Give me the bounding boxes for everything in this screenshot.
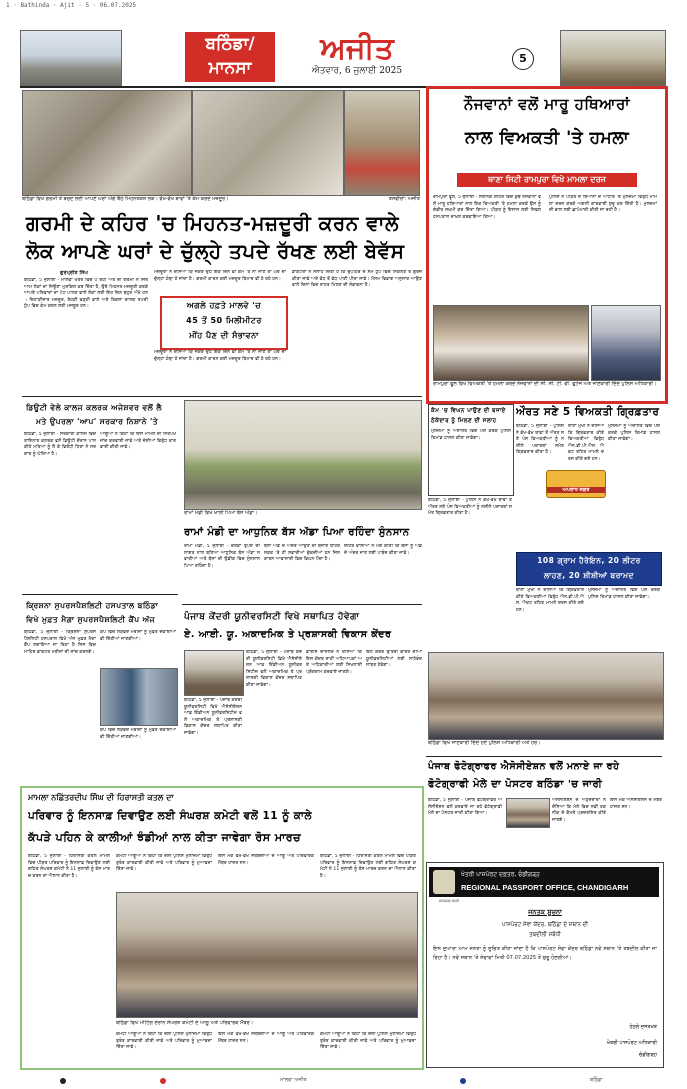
- kicker-column-2: ਆਗੂਆਂ ਨੇ ਕਿਹਾ ਕਿ ਇਸ ਮਾਮਲੇ ਦੀ ਨਿਰਪੱਖ ਜਾਂਚ ਕਰਵਾਈ ਜਾਵੇ ਅਤੇ ਦੋਸ਼ੀਆਂ ਵਿਰੁੱਧ ਕਾਰਵਾਈ ਕੀਤੀ ਜਾਵੇ।: [100, 432, 176, 451]
- divider-photo-assoc: [426, 756, 662, 757]
- arrest-column-2b: ਥਾਣਾ ਮੁਖੀ ਨੇ ਦੱਸਿਆ ਕਿ ਗ੍ਰਿਫ਼ਤਾਰ ਕੀਤੇ ਵਿਅਕਤੀਆਂ ਵਿਰੁੱਧ ਐਨ.ਡੀ.ਪੀ.ਐਸ. ਐਕਟ ਤਹਿਤ ਮਾਮਲੇ ਦਰਜ ਕੀਤੇ ਗਏ ਹਨ।: [516, 588, 584, 613]
- registration-mark-icon: [160, 1078, 166, 1084]
- university-photo: [184, 650, 244, 696]
- notice-emblem-motto: ਸਤਯਮੇਵ ਜਯਤੇ: [439, 899, 459, 903]
- lead-headline-1: ਗਰਮੀ ਦੇ ਕਹਿਰ 'ਚ ਮਿਹਨਤ-ਮਜ਼ਦੂਰੀ ਕਰਨ ਵਾਲੇ: [26, 211, 400, 235]
- photo-assoc-column-1: ਬਠਿੰਡਾ, 5 ਜੁਲਾਈ - ਪੰਜਾਬ ਫੋਟੋਗ੍ਰਾਫਰ ਐਸੋਸੀਏਸ਼ਨ ਵਲੋਂ ਕਰਵਾਏ ਜਾ ਰਹੇ ਫੋਟੋਗ੍ਰਾਫੀ ਮੇਲੇ ਦਾ ਪੋਸਟਰ ਜਾਰੀ ਕੀਤਾ ਗਿਆ।: [428, 798, 502, 817]
- paper-logo: [277, 32, 437, 82]
- protest-column-3: ਇਸ ਮੌਕੇ ਵੱਖ-ਵੱਖ ਜਥੇਬੰਦੀਆਂ ਦੇ ਆਗੂ ਅਤੇ ਪਰਿਵਾਰਕ ਮੈਂਬਰ ਹਾਜ਼ਰ ਸਨ।: [218, 854, 314, 866]
- lead-column-2: ਮਜ਼ਦੂਰਾਂ ਨੇ ਦੱਸਿਆ ਕਿ ਜੇਕਰ ਉਹ ਇਕ ਦਿਨ ਵੀ ਕੰਮ 'ਤੇ ਨਾ ਜਾਣ ਤਾਂ ਘਰ ਦਾ ਚੁੱਲ੍ਹਾ ਠੰਢਾ ਹੋ ਜਾਂਦਾ ਹੈ। ਗਰਮੀ ਕਾਰਨ ਕਈ ਮਜ਼ਦੂਰ ਬਿਮਾਰ ਵੀ ਹੋ ਰਹੇ ਹਨ।: [154, 270, 286, 282]
- protest-column-1: ਬਠਿੰਡਾ, 5 ਜੁਲਾਈ - ਹਿਰਾਸਤੀ ਕਤਲ ਮਾਮਲੇ ਵਿਚ ਪੀੜਤ ਪਰਿਵਾਰ ਨੂੰ ਇਨਸਾਫ਼ ਦਿਵਾਉਣ ਲਈ ਗਠਿਤ ਸੰਘਰਸ਼ ਕਮੇਟੀ ਨੇ 11 ਜੁਲਾਈ ਨੂੰ ਰੋਸ ਮਾਰਚ ਕਰਨ ਦਾ ਐਲਾਨ ਕੀਤਾ ਹੈ।: [28, 854, 110, 879]
- protest-caption: ਬਠਿੰਡਾ ਵਿਖੇ ਮੀਟਿੰਗ ਦੌਰਾਨ ਸੰਘਰਸ਼ ਕਮੇਟੀ ਦੇ ਆਗੂ ਅਤੇ ਪਰਿਵਾਰਕ ਮੈਂਬਰ।: [116, 1020, 254, 1026]
- brief-title-1: ਕੰਮ 'ਚ ਵਿਘਨ ਪਾਉਣ ਦੀ ਬਜਾਏ: [431, 408, 506, 414]
- bus-stand-photo: [184, 400, 422, 510]
- registration-mark-icon: [60, 1078, 66, 1084]
- hospital-headline-1: ਕ੍ਰਿਸ਼ਨਾ ਸੁਪਰਸਪੈਸ਼ਲਿਟੀ ਹਸਪਤਾਲ ਬਠਿੰਡਾ: [26, 601, 159, 610]
- photo-heat-1: [22, 90, 192, 196]
- divider-lead: [22, 396, 422, 397]
- protest-box: [20, 786, 424, 1070]
- arrest-column-3: ਮੁਲਜ਼ਮਾਂ ਨੂੰ ਅਦਾਲਤ ਵਿਚ ਪੇਸ਼ ਕਰਕੇ ਪੁਲਿਸ ਰਿਮਾਂਡ ਹਾਸਲ ਕੀਤਾ ਜਾਵੇਗਾ।: [608, 424, 660, 443]
- hospital-photo: [100, 668, 178, 726]
- kicker-headline-2: ਮਤੇ ਉਪਰਲਾ 'ਆਪ' ਸਰਕਾਰ ਨਿਸ਼ਾਨੇ 'ਤੇ: [36, 417, 159, 426]
- university-column-1b: ਬਠਿੰਡਾ, 5 ਜੁਲਾਈ - ਪੰਜਾਬ ਕੇਂਦਰੀ ਯੂਨੀਵਰਸਿਟੀ ਵਿਖੇ ਐਸੋਸੀਏਸ਼ਨ ਆਫ਼ ਇੰਡੀਅਨ ਯੂਨੀਵਰਸਿਟੀਜ਼ ਵਲੋਂ ਅਕਾਦਮਿਕ ਤੇ ਪ੍ਰਸ਼ਾਸਕੀ ਵਿਕਾਸ ਕੇਂਦਰ ਸਥਾਪਿਤ ਕੀਤਾ ਜਾਵੇਗਾ।: [184, 698, 242, 736]
- pull-quote-line-3: ਮੀਂਹ ਪੈਣ ਦੀ ਸੰਭਾਵਨਾ: [189, 331, 259, 340]
- bus-stand-column-1: ਰਾਮਾਂ ਮੰਡੀ, 5 ਜੁਲਾਈ - ਕਰੋੜਾਂ ਰੁਪਏ ਦੀ ਲਾਗਤ ਨਾਲ ਬਣਿਆ ਆਧੁਨਿਕ ਬੱਸ ਅੱਡਾ ਸਵਾਰੀਆਂ ਅਤੇ ਬੱਸਾਂ ਦੀ ਉਡੀਕ ਵਿਚ ਸੁੰਨਸਾਨ ਪਿਆ ਰਹਿੰਦਾ ਹੈ।: [184, 544, 260, 569]
- protest-column-3b: ਇਸ ਮੌਕੇ ਵੱਖ-ਵੱਖ ਜਥੇਬੰਦੀਆਂ ਦੇ ਆਗੂ ਅਤੇ ਪਰਿਵਾਰਕ ਮੈਂਬਰ ਹਾਜ਼ਰ ਸਨ।: [218, 1032, 314, 1044]
- photo-assoc-column-3: ਇਸ ਮੌਕੇ ਐਸੋਸੀਏਸ਼ਨ ਦੇ ਮੈਂਬਰ ਹਾਜ਼ਰ ਸਨ।: [610, 798, 662, 810]
- top-photos-caption: ਬਠਿੰਡਾ ਵਿਖੇ ਗਰਮੀ ਤੋਂ ਬਚਣ ਲਈ ਆਪਣੇ ਘਰਾਂ ਅੱਗੇ ਬੈਠੇ ਮਿਹਨਤਕਸ਼ ਲੋਕ। ਵੱਖ-ਵੱਖ ਥਾਵਾਂ 'ਤੇ ਕੰਮ ਕਰਦੇ ਮਜ਼ਦੂਰ।: [22, 196, 229, 202]
- photo-heat-2: [192, 90, 344, 196]
- lead-pull-quote: [160, 296, 288, 350]
- university-headline-1: ਪੰਜਾਬ ਕੇਂਦਰੀ ਯੂਨੀਵਰਸਿਟੀ ਵਿਖੇ ਸਥਾਪਿਤ ਹੋਵੇਗਾ: [184, 612, 360, 622]
- university-column-3: ਇਹ ਕੇਂਦਰ ਉੱਤਰੀ ਭਾਰਤ ਦੀਆਂ ਯੂਨੀਵਰਸਿਟੀਆਂ ਲਈ ਲਾਹੇਵੰਦ ਸਾਬਤ ਹੋਵੇਗਾ।: [366, 650, 422, 669]
- print-slug: 1 · Bathinda · Ajit · 5 · 06.07.2025: [6, 2, 137, 9]
- photo-assoc-photo: [506, 798, 550, 828]
- page-number: 5: [512, 48, 534, 70]
- attack-kicker: ਥਾਣਾ ਸਿਟੀ ਰਾਮਪੁਰਾ ਵਿਖੇ ਮਾਮਲਾ ਦਰਜ: [457, 173, 637, 187]
- protest-headline-2: ਕੱਪੜੇ ਪਹਿਨ ਕੇ ਕਾਲੀਆਂ ਝੰਡੀਆਂ ਨਾਲ ਕੀਤਾ ਜਾਵੇਗਾ ਰੋਸ ਮਾਰਚ: [28, 831, 302, 844]
- hospital-column-1: ਬਠਿੰਡਾ, 5 ਜੁਲਾਈ - ਕ੍ਰਿਸ਼ਨਾ ਸੁਪਰਸਪੈਸ਼ਲਿਟੀ ਹਸਪਤਾਲ ਵਿਖੇ ਅੱਜ ਮੁਫ਼ਤ ਮੈਗਾ ਕੈਂਪ ਲਗਾਇਆ ਜਾ ਰਿਹਾ ਹੈ ਜਿਸ ਵਿਚ ਮਾਹਿਰ ਡਾਕਟਰ ਮਰੀਜ਼ਾਂ ਦੀ ਜਾਂਚ ਕਰਨਗੇ।: [24, 630, 96, 655]
- arrest-column-3b: ਮੁਲਜ਼ਮਾਂ ਨੂੰ ਅਦਾਲਤ ਵਿਚ ਪੇਸ਼ ਕਰਕੇ ਪੁਲਿਸ ਰਿਮਾਂਡ ਹਾਸਲ ਕੀਤਾ ਜਾਵੇਗਾ।: [588, 588, 660, 600]
- brief-title-2: ਠੇਕੇਦਾਰ ਨੂੰ ਮਿਲਣ ਦੀ ਸਲਾਹ: [431, 418, 497, 424]
- bus-stand-column-2: ਬੱਸਾਂ ਅੱਡੇ ਦੇ ਅੰਦਰ ਆਉਣ ਦੀ ਬਜਾਏ ਬਾਹਰ ਸੜਕ 'ਤੇ ਹੀ ਸਵਾਰੀਆਂ ਚੁੱਕਦੀਆਂ ਹਨ ਜਿਸ ਕਾਰਨ ਆਵਾਜਾਈ ਵਿਚ ਵਿਘਨ ਪੈਂਦਾ ਹੈ।: [264, 544, 340, 563]
- hospital-headline-2: ਵਿਖੇ ਮੁਫ਼ਤ ਮੈਗਾ ਸੁਪਰਸਪੈਸ਼ਲਿਟੀ ਕੈਂਪ ਅੱਜ: [26, 615, 156, 624]
- notice-body: ਇਸ ਦੁਆਰਾ ਆਮ ਜਨਤਾ ਨੂੰ ਸੂਚਿਤ ਕੀਤਾ ਜਾਂਦਾ ਹੈ ਕਿ ਪਾਸਪੋਰਟ ਸੇਵਾ ਕੇਂਦਰ ਬਠਿੰਡਾ ਨਵੇਂ ਸਥਾਨ 'ਤੇ ਤਬਦੀਲ ਕੀਤਾ ਜਾ ਰਿਹਾ ਹੈ। ਨਵੇਂ ਸਥਾਨ 'ਤੇ ਸੇਵਾਵਾਂ ਮਿਤੀ 07.07.2025 ਤੋਂ ਸ਼ੁਰੂ ਹੋਣਗੀਆਂ।: [433, 946, 657, 961]
- notice-office-en: REGIONAL PASSPORT OFFICE, CHANDIGARH: [461, 883, 629, 892]
- notice-header-bar: [429, 867, 659, 897]
- photo-assoc-column-2: ਐਸੋਸੀਏਸ਼ਨ ਦੇ ਅਹੁਦੇਦਾਰਾਂ ਨੇ ਦੱਸਿਆ ਕਿ ਮੇਲੇ ਵਿਚ ਨਵੀਂ ਤਕਨੀਕ ਦੇ ਕੈਮਰੇ ਪ੍ਰਦਰਸ਼ਿਤ ਕੀਤੇ ਜਾਣਗੇ।: [552, 798, 606, 823]
- attack-caption: ਰਾਮਪੁਰਾ ਫੂਲ ਵਿਖੇ ਵਿਅਕਤੀ 'ਤੇ ਹਮਲਾ ਕਰਦੇ ਨੌਜਵਾਨਾਂ ਦੀ ਸੀ. ਸੀ. ਟੀ. ਵੀ. ਫੁਟੇਜ ਅਤੇ ਜਾਣਕਾਰੀ ਦਿੰਦੇ ਪੁਲਿਸ ਅਧਿਕਾਰੀ।: [433, 381, 657, 387]
- seizure-box: [516, 552, 662, 586]
- protest-column-2: ਕਮੇਟੀ ਆਗੂਆਂ ਨੇ ਕਿਹਾ ਕਿ ਦੋਸ਼ੀ ਪੁਲਿਸ ਮੁਲਾਜ਼ਮਾਂ ਵਿਰੁੱਧ ਤੁਰੰਤ ਕਾਰਵਾਈ ਕੀਤੀ ਜਾਵੇ ਅਤੇ ਪਰਿਵਾਰ ਨੂੰ ਮੁਆਵਜ਼ਾ ਦਿੱਤਾ ਜਾਵੇ।: [116, 854, 212, 873]
- bus-stand-column-3: ਸ਼ਹਿਰ ਵਾਸੀਆਂ ਨੇ ਮੰਗ ਕੀਤੀ ਕਿ ਬੱਸਾਂ ਨੂੰ ਅੱਡੇ ਦੇ ਅੰਦਰ ਜਾਣ ਲਈ ਪਾਬੰਦ ਕੀਤਾ ਜਾਵੇ।: [344, 544, 422, 556]
- pull-quote-line-1: ਅਗਲੇ ਹਫ਼ਤੇ ਮਾਲਵੇ 'ਚ: [186, 301, 262, 310]
- issue-date: ਐਤਵਾਰ, 6 ਜੁਲਾਈ 2025: [311, 66, 403, 76]
- protest-kicker: ਮਾਮਲਾ ਨਛਿੱਤਰਦੀਪ ਸਿੰਘ ਦੀ ਹਿਰਾਸਤੀ ਕਤਲ ਦਾ: [28, 793, 174, 802]
- pull-quote-line-2: 45 ਤੋਂ 50 ਮਿਲੀਮੀਟਰ: [186, 316, 262, 325]
- divider-hospital: [22, 594, 178, 595]
- notice-subtitle: ਜਨਤਕ ਸੂਚਨਾ: [528, 908, 562, 916]
- attack-column-1: ਰਾਮਪੁਰਾ ਫੂਲ, 5 ਜੁਲਾਈ - ਸਥਾਨਕ ਸ਼ਹਿਰ ਵਿਚ ਕੁਝ ਨੌਜਵਾਨਾਂ ਵਲੋਂ ਮਾਰੂ ਹਥਿਆਰਾਂ ਨਾਲ ਇਕ ਵਿਅਕਤੀ 'ਤੇ ਹਮਲਾ ਕਰਕੇ ਉਸ ਨੂੰ ਗੰਭੀਰ ਜ਼ਖ਼ਮੀ ਕਰ ਦਿੱਤਾ ਗਿਆ। ਪੀੜਤ ਨੂੰ ਇਲਾਜ ਲਈ ਸਿਵਲ ਹਸਪਤਾਲ ਦਾਖ਼ਲ ਕਰਵਾਇਆ ਗਿਆ।: [433, 195, 541, 220]
- photo-heat-3: [344, 90, 420, 196]
- logo-block: [185, 32, 475, 82]
- kicker-column-1: ਬਠਿੰਡਾ, 5 ਜੁਲਾਈ - ਸਰਕਾਰੀ ਕਾਲਜ ਵਿਚ ਤਾਇਨਾਤ ਕਲਰਕ ਵਲੋਂ ਡਿਊਟੀ ਦੌਰਾਨ ਪਾਸ ਕੀਤੇ ਮਤਿਆਂ ਨੂੰ ਲੈ ਕੇ ਵਿਰੋਧੀ ਧਿਰਾਂ ਨੇ ਸਰਕਾਰ ਨੂੰ ਘੇਰਿਆ ਹੈ।: [24, 432, 96, 457]
- university-column-2: ਵਾਈਸ ਚਾਂਸਲਰ ਨੇ ਦੱਸਿਆ ਕਿ ਇਸ ਕੇਂਦਰ ਰਾਹੀਂ ਅਧਿਆਪਕਾਂ ਅਤੇ ਅਧਿਕਾਰੀਆਂ ਲਈ ਸਿਖਲਾਈ ਪ੍ਰੋਗਰਾਮ ਕਰਵਾਏ ਜਾਣਗੇ।: [306, 650, 362, 675]
- kicker-headline-1: ਡਿਊਟੀ ਵੇਲੇ ਕਾਲਜ ਕਲਰਕ ਅਜੇਸ਼ਵਰ ਵਲੋਂ ਲੈ: [26, 403, 162, 412]
- bus-stand-caption: ਰਾਮਾਂ ਮੰਡੀ ਵਿਖੇ ਖ਼ਾਲੀ ਪਿਆ ਬੱਸ ਅੱਡਾ।: [184, 510, 258, 516]
- university-column-1: ਬਠਿੰਡਾ, 5 ਜੁਲਾਈ - ਪੰਜਾਬ ਕੇਂਦਰੀ ਯੂਨੀਵਰਸਿਟੀ ਵਿਖੇ ਐਸੋਸੀਏਸ਼ਨ ਆਫ਼ ਇੰਡੀਅਨ ਯੂਨੀਵਰਸਿਟੀਜ਼ ਵਲੋਂ ਅਕਾਦਮਿਕ ਤੇ ਪ੍ਰਸ਼ਾਸਕੀ ਵਿਕਾਸ ਕੇਂਦਰ ਸਥਾਪਿਤ ਕੀਤਾ ਜਾਵੇਗਾ।: [246, 650, 302, 688]
- notice-line-2: ਤਬਦੀਲੀ ਸਬੰਧੀ: [529, 932, 561, 938]
- arrest-headline: ਔਰਤ ਸਣੇ 5 ਵਿਅਕਤੀ ਗ੍ਰਿਫ਼ਤਾਰ: [516, 406, 660, 418]
- notice-line-1: ਪਾਸਪੋਰਟ ਸੇਵਾ ਕੇਂਦਰ, ਬਠਿੰਡਾ ਦੇ ਸਥਾਨ ਦੀ: [501, 922, 589, 928]
- paper-name: ਅਜੀਤ: [320, 31, 394, 66]
- photo-assoc-headline-2: ਫੋਟੋਗ੍ਰਾਫੀ ਮੇਲੇ ਦਾ ਪੋਸਟਰ ਬਠਿੰਡਾ 'ਚ ਜਾਰੀ: [428, 779, 603, 790]
- attack-photo-cctv: [433, 305, 589, 381]
- notice-sign-1: ਹੇਠਲੇ ਦਸਤਖ਼ਤ: [629, 1024, 657, 1030]
- masthead-right-photo: [560, 30, 666, 86]
- seizure-line-2: ਲਾਹਣ, 20 ਸ਼ੀਸ਼ੀਆਂ ਬਰਾਮਦ: [544, 571, 634, 580]
- attack-story-box: [426, 86, 668, 404]
- arrest-column-2: ਥਾਣਾ ਮੁਖੀ ਨੇ ਦੱਸਿਆ ਕਿ ਗ੍ਰਿਫ਼ਤਾਰ ਕੀਤੇ ਵਿਅਕਤੀਆਂ ਵਿਰੁੱਧ ਐਨ.ਡੀ.ਪੀ.ਐਸ. ਐਕਟ ਤਹਿਤ ਮਾਮਲੇ ਦਰਜ ਕੀਤੇ ਗਏ ਹਨ।: [568, 424, 604, 462]
- lead-column-1: ਬਠਿੰਡਾ, 5 ਜੁਲਾਈ - ਮਾਲਵਾ ਖੇਤਰ ਵਿਚ ਪੈ ਰਹੀ ਅੱਤ ਦੀ ਗਰਮੀ ਨੇ ਜਿਥੇ ਆਮ ਲੋਕਾਂ ਦਾ ਜਿਊਣਾ ਮੁਸ਼ਕਿਲ ਕਰ ਦਿੱਤਾ ਹੈ, ਉਥੇ ਮਿਹਨਤ-ਮਜ਼ਦੂਰੀ ਕਰਕੇ ਆਪਣੇ ਪਰਿਵਾਰਾਂ ਦਾ ਪੇਟ ਪਾਲਣ ਵਾਲੇ ਲੋਕਾਂ ਲਈ ਇਹ ਦਿਨ ਬਹੁਤ ਔਖੇ ਹਨ। ਦਿਹਾੜੀਦਾਰ ਮਜ਼ਦੂਰ, ਰੇਹੜੀ ਫੜ੍ਹੀ ਵਾਲੇ ਅਤੇ ਰਿਕਸ਼ਾ ਚਾਲਕ ਤਪਦੀ ਧੁੱਪ ਵਿਚ ਕੰਮ ਕਰਨ ਲਈ ਮਜਬੂਰ ਹਨ।: [24, 278, 148, 310]
- top-photos-credit: ਤਸਵੀਰਾਂ: ਅਜੀਤ: [388, 196, 420, 202]
- photo-assoc-headline-1: ਪੰਜਾਬ ਫੋਟੋਗ੍ਰਾਫਰ ਐਸੋਸੀਏਸ਼ਨ ਵਲੋਂ ਮਨਾਏ ਜਾ ਰਹੇ: [428, 761, 620, 772]
- protest-column-4: ਬਠਿੰਡਾ, 5 ਜੁਲਾਈ - ਹਿਰਾਸਤੀ ਕਤਲ ਮਾਮਲੇ ਵਿਚ ਪੀੜਤ ਪਰਿਵਾਰ ਨੂੰ ਇਨਸਾਫ਼ ਦਿਵਾਉਣ ਲਈ ਗਠਿਤ ਸੰਘਰਸ਼ ਕਮੇਟੀ ਨੇ 11 ਜੁਲਾਈ ਨੂੰ ਰੋਸ ਮਾਰਚ ਕਰਨ ਦਾ ਐਲਾਨ ਕੀਤਾ ਹੈ।: [320, 854, 416, 879]
- attack-photo-officer: [591, 305, 661, 381]
- footer-left: ਮਾਲਵਾ ਅਜੀਤ: [280, 1077, 307, 1083]
- edition-city: [185, 32, 275, 82]
- protest-column-2b: ਕਮੇਟੀ ਆਗੂਆਂ ਨੇ ਕਿਹਾ ਕਿ ਦੋਸ਼ੀ ਪੁਲਿਸ ਮੁਲਾਜ਼ਮਾਂ ਵਿਰੁੱਧ ਤੁਰੰਤ ਕਾਰਵਾਈ ਕੀਤੀ ਜਾਵੇ ਅਤੇ ਪਰਿਵਾਰ ਨੂੰ ਮੁਆਵਜ਼ਾ ਦਿੱਤਾ ਜਾਵੇ।: [116, 1032, 212, 1051]
- protest-photo: [116, 892, 418, 1018]
- brief-box: [428, 404, 514, 496]
- lead-column-3: ਡਾਕਟਰਾਂ ਨੇ ਸਲਾਹ ਦਿੱਤੀ ਹੈ ਕਿ ਦੁਪਹਿਰ ਦੇ ਸਮੇਂ ਧੁੱਪ ਵਿਚ ਨਿਕਲਣ ਤੋਂ ਗੁਰੇਜ਼ ਕੀਤਾ ਜਾਵੇ ਅਤੇ ਵੱਧ ਤੋਂ ਵੱਧ ਪਾਣੀ ਪੀਤਾ ਜਾਵੇ। ਮੌਸਮ ਵਿਭਾਗ ਅਨੁਸਾਰ ਆਉਣ ਵਾਲੇ ਦਿਨਾਂ ਵਿਚ ਰਾਹਤ ਮਿਲਣ ਦੀ ਸੰਭਾਵਨਾ ਹੈ।: [292, 270, 422, 289]
- masthead-left-photo: [20, 30, 122, 86]
- university-headline-2: ਏ. ਆਈ. ਯੂ. ਅਕਾਦਮਿਕ ਤੇ ਪ੍ਰਸ਼ਾਸਕੀ ਵਿਕਾਸ ਕੇਂਦਰ: [184, 629, 392, 640]
- footer-right: ਬਠਿੰਡਾ: [590, 1077, 603, 1083]
- edition-city-line-1: ਬਠਿੰਡਾ/: [205, 34, 255, 54]
- arrest-column-1: ਬਠਿੰਡਾ, 5 ਜੁਲਾਈ - ਪੁਲਿਸ ਨੇ ਵੱਖ-ਵੱਖ ਥਾਵਾਂ ਤੋਂ ਔਰਤ ਸਣੇ ਪੰਜ ਵਿਅਕਤੀਆਂ ਨੂੰ ਨਸ਼ੀਲੇ ਪਦਾਰਥਾਂ ਸਮੇਤ ਗ੍ਰਿਫ਼ਤਾਰ ਕੀਤਾ ਹੈ।: [516, 424, 564, 456]
- notice-sign-2: ਖੇਤਰੀ ਪਾਸਪੋਰਟ ਅਧਿਕਾਰੀ: [606, 1040, 657, 1046]
- attack-headline-1: ਨੌਜਵਾਨਾਂ ਵਲੋਂ ਮਾਰੂ ਹਥਿਆਰਾਂ: [463, 95, 631, 113]
- lead-headline-2: ਲੋਕ ਆਪਣੇ ਘਰਾਂ ਦੇ ਚੁੱਲ੍ਹੇ ਤਪਦੇ ਰੱਖਣ ਲਈ ਬੇਵੱਸ: [26, 239, 405, 263]
- crime-logo-text: ਅਪਰਾਧ ਜਗਤ: [547, 487, 605, 493]
- hospital-column-2b: ਕੈਂਪ ਵਿਚ ਲੋੜਵੰਦ ਮਰੀਜ਼ਾਂ ਨੂੰ ਮੁਫ਼ਤ ਦਵਾਈਆਂ ਵੀ ਦਿੱਤੀਆਂ ਜਾਣਗੀਆਂ।: [100, 728, 176, 740]
- bus-stand-headline: ਰਾਮਾਂ ਮੰਡੀ ਦਾ ਆਧੁਨਿਕ ਬੱਸ ਅੱਡਾ ਪਿਆ ਰਹਿੰਦਾ ਸੁੰਨਸਾਨ: [184, 527, 410, 538]
- lead-byline: ਗੁਰਪ੍ਰੀਤ ਸਿੰਘ: [60, 270, 89, 276]
- arrest-column-1b: ਬਠਿੰਡਾ, 5 ਜੁਲਾਈ - ਪੁਲਿਸ ਨੇ ਵੱਖ-ਵੱਖ ਥਾਵਾਂ ਤੋਂ ਔਰਤ ਸਣੇ ਪੰਜ ਵਿਅਕਤੀਆਂ ਨੂੰ ਨਸ਼ੀਲੇ ਪਦਾਰਥਾਂ ਸਮੇਤ ਗ੍ਰਿਫ਼ਤਾਰ ਕੀਤਾ ਹੈ।: [428, 498, 512, 517]
- passport-notice: [426, 862, 664, 1068]
- notice-sign-3: ਚੰਡੀਗੜ੍ਹ: [639, 1052, 657, 1058]
- attack-headline-2: ਨਾਲ ਵਿਅਕਤੀ 'ਤੇ ਹਮਲਾ: [464, 128, 630, 148]
- attack-column-2: ਪੁਲਿਸ ਨੇ ਪੀੜਤ ਦੇ ਬਿਆਨਾਂ ਦੇ ਆਧਾਰ 'ਤੇ ਮੁਲਜ਼ਮਾਂ ਵਿਰੁੱਧ ਮਾਮਲਾ ਦਰਜ ਕਰਕੇ ਅਗਲੀ ਕਾਰਵਾਈ ਸ਼ੁਰੂ ਕਰ ਦਿੱਤੀ ਹੈ। ਮੁਲਜ਼ਮਾਂ ਦੀ ਭਾਲ ਲਈ ਛਾਪੇਮਾਰੀ ਕੀਤੀ ਜਾ ਰਹੀ ਹੈ।: [549, 195, 657, 214]
- seizure-line-1: 108 ਗ੍ਰਾਮ ਹੈਰੋਇਨ, 20 ਲੀਟਰ: [537, 556, 641, 565]
- lead-column-2b: ਮਜ਼ਦੂਰਾਂ ਨੇ ਦੱਸਿਆ ਕਿ ਜੇਕਰ ਉਹ ਇਕ ਦਿਨ ਵੀ ਕੰਮ 'ਤੇ ਨਾ ਜਾਣ ਤਾਂ ਘਰ ਦਾ ਚੁੱਲ੍ਹਾ ਠੰਢਾ ਹੋ ਜਾਂਦਾ ਹੈ। ਗਰਮੀ ਕਾਰਨ ਕਈ ਮਜ਼ਦੂਰ ਬਿਮਾਰ ਵੀ ਹੋ ਰਹੇ ਹਨ।: [154, 350, 286, 362]
- emblem-icon: [433, 870, 455, 894]
- notice-office-pa: ਖੇਤਰੀ ਪਾਸਪੋਰਟ ਦਫ਼ਤਰ, ਚੰਡੀਗੜ੍ਹ: [461, 871, 540, 878]
- protest-headline-1: ਪਰਿਵਾਰ ਨੂੰ ਇਨਸਾਫ਼ ਦਿਵਾਉਣ ਲਈ ਸੰਘਰਸ਼ ਕਮੇਟੀ ਵਲੋਂ 11 ਨੂੰ ਕਾਲੇ: [28, 810, 313, 822]
- arrest-photo: [428, 652, 664, 740]
- edition-city-line-2: ਮਾਨਸਾ: [208, 58, 252, 78]
- crime-logo: [546, 470, 606, 498]
- protest-column-4b: ਕਮੇਟੀ ਆਗੂਆਂ ਨੇ ਕਿਹਾ ਕਿ ਦੋਸ਼ੀ ਪੁਲਿਸ ਮੁਲਾਜ਼ਮਾਂ ਵਿਰੁੱਧ ਤੁਰੰਤ ਕਾਰਵਾਈ ਕੀਤੀ ਜਾਵੇ ਅਤੇ ਪਰਿਵਾਰ ਨੂੰ ਮੁਆਵਜ਼ਾ ਦਿੱਤਾ ਜਾਵੇ।: [320, 1032, 416, 1051]
- hospital-column-2: ਕੈਂਪ ਵਿਚ ਲੋੜਵੰਦ ਮਰੀਜ਼ਾਂ ਨੂੰ ਮੁਫ਼ਤ ਦਵਾਈਆਂ ਵੀ ਦਿੱਤੀਆਂ ਜਾਣਗੀਆਂ।: [100, 630, 176, 642]
- registration-mark-icon: [460, 1078, 466, 1084]
- arrest-photo-caption: ਬਠਿੰਡਾ ਵਿਖੇ ਜਾਣਕਾਰੀ ਦਿੰਦੇ ਹੋਏ ਪੁਲਿਸ ਅਧਿਕਾਰੀ ਅਤੇ ਹੋਰ।: [428, 740, 541, 746]
- divider-university: [182, 604, 422, 605]
- brief-column: ਮੁਲਜ਼ਮਾਂ ਨੂੰ ਅਦਾਲਤ ਵਿਚ ਪੇਸ਼ ਕਰਕੇ ਪੁਲਿਸ ਰਿਮਾਂਡ ਹਾਸਲ ਕੀਤਾ ਜਾਵੇਗਾ।: [431, 429, 511, 441]
